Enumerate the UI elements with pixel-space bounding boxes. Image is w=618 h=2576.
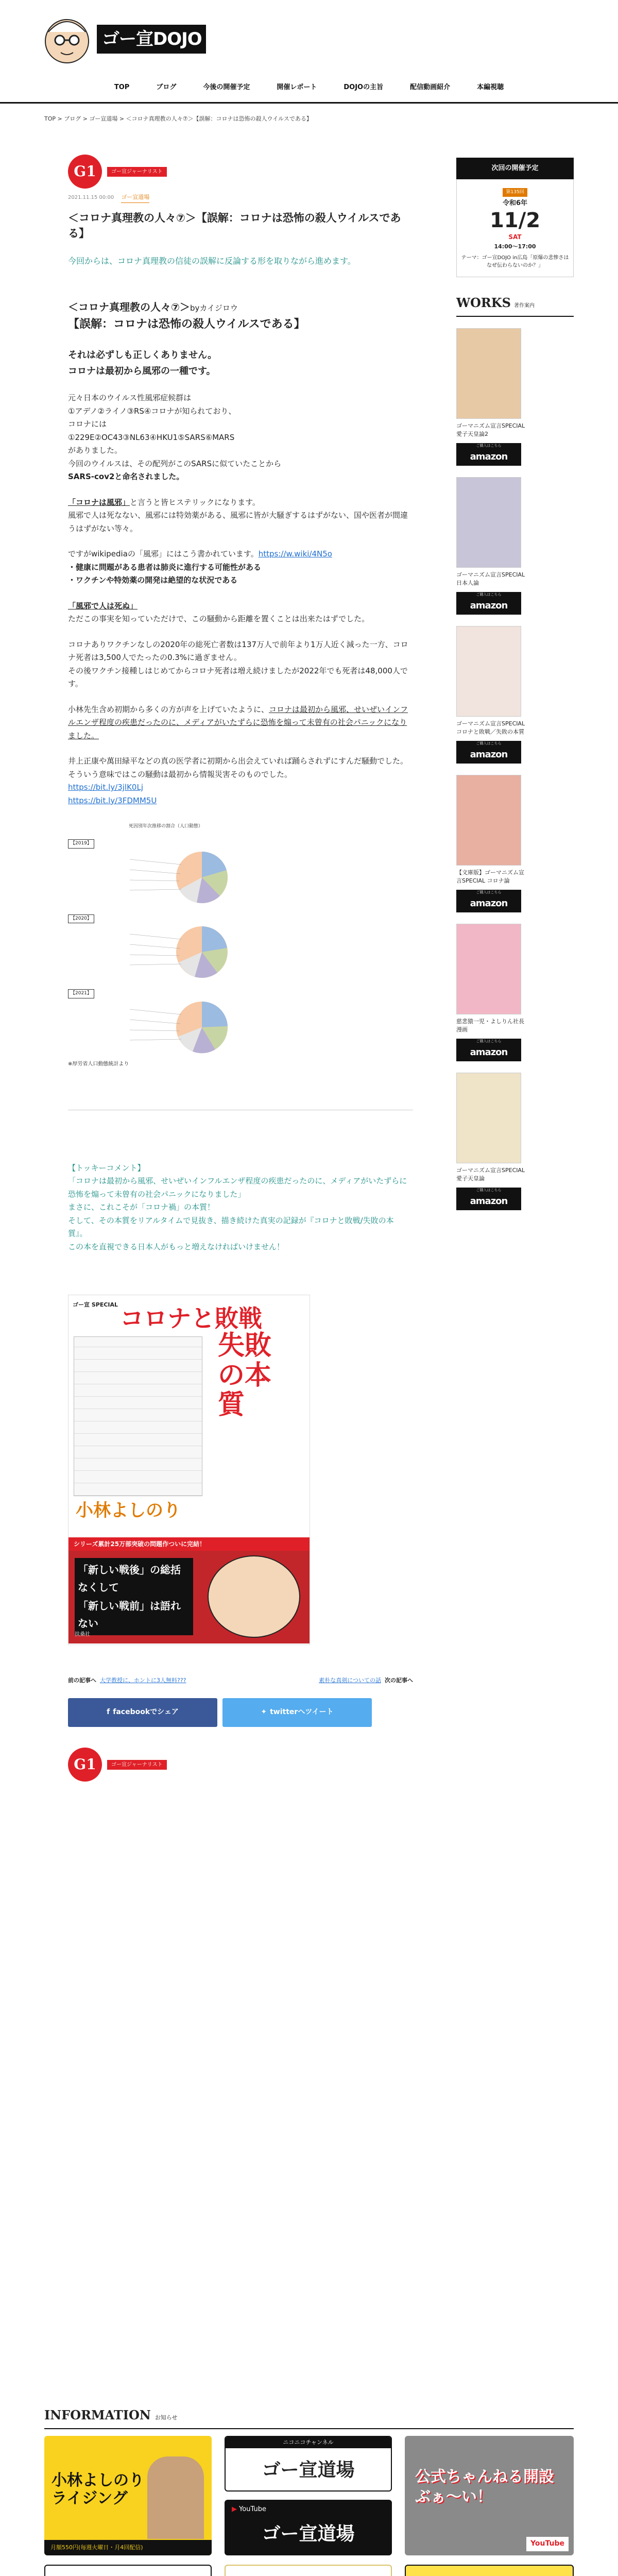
amazon-button[interactable]	[456, 1188, 521, 1210]
p4-rest: ただこの事実を知っていただけで、この騒動から距離を置くことは出来たはずでした。	[68, 614, 370, 624]
next-label: 次の記事へ	[385, 1677, 413, 1684]
banner-official-site[interactable]	[44, 2565, 212, 2576]
next-post-link[interactable]: 素朴な真剣についての話	[319, 1677, 381, 1684]
prev-post-link[interactable]: 大学教授に、ホントに3人無料???	[100, 1677, 186, 1684]
pie-2020	[68, 924, 264, 980]
youtube-sub-label: YouTube	[239, 2505, 267, 2513]
amazon-small: ご購入はこちら	[476, 1039, 502, 1044]
chart-2021	[68, 986, 264, 1056]
schedule-box[interactable]	[456, 179, 574, 277]
author-badge-footer[interactable]: G1	[68, 1748, 102, 1782]
information-section	[44, 2405, 574, 2551]
amazon-small: ご購入はこちら	[476, 890, 502, 895]
p3-bullet: ・健康に問題がある患者は肺炎に進行する可能性がある	[68, 562, 262, 572]
banner-rising-sub: 月額550円(毎週火曜日・月4回配信)	[44, 2540, 212, 2555]
book-cover[interactable]	[456, 477, 521, 568]
book-cover[interactable]	[456, 924, 521, 1014]
heading-line2: 【誤解：コロナは恐怖の殺人ウイルスである】	[68, 317, 305, 331]
amazon-button[interactable]	[456, 1039, 521, 1061]
p2-rest: と言うと皆ヒステリックになります。	[130, 497, 260, 507]
nav-videos[interactable]: 配信動画紹介	[410, 83, 451, 91]
logo-text: ゴー宣DOJO	[102, 29, 202, 49]
chart-title: 死因別年次推移の割合（人口動態）	[128, 824, 203, 829]
paragraph-7	[68, 755, 413, 807]
p2-bold: 「コロナは風邪」	[68, 497, 130, 507]
book-cover[interactable]	[456, 1073, 521, 1163]
banner-official-channel[interactable]	[405, 2436, 574, 2555]
paragraph-3	[68, 548, 413, 587]
schedule-year: 令和6年	[502, 199, 528, 207]
book-cover-image[interactable]	[68, 1295, 310, 1645]
share-buttons	[68, 1698, 413, 1727]
wiki-link[interactable]: https://w.wiki/4N5o	[258, 549, 332, 559]
comment-head: 【トッキーコメント】	[68, 1163, 145, 1173]
heading-line1: ＜コロナ真理教の人々⑦＞	[68, 300, 190, 313]
book-label: ゴーマニズム宣言SPECIAL 愛子天皇論2	[456, 422, 525, 438]
comment-line: まさに、これこそが「コロナ禍」の本質！	[68, 1202, 215, 1212]
banner-youtube-dojo[interactable]	[225, 2500, 392, 2555]
death-cause-chart	[68, 823, 264, 1069]
cover-title2: 失敗の本質	[218, 1330, 272, 1420]
banner-goods-shop[interactable]	[405, 2565, 574, 2576]
info-divider	[44, 2428, 574, 2429]
comment-block	[68, 1162, 413, 1254]
chart-year-label: 【2019】	[68, 839, 94, 848]
book-item	[456, 328, 574, 466]
subheading	[68, 348, 413, 379]
main-nav	[0, 77, 618, 98]
schedule-date: 11/2	[489, 208, 541, 232]
book-cover[interactable]	[456, 626, 521, 717]
cover-banner: シリーズ累計25万部突破の問題作ついに完結！	[68, 1537, 310, 1551]
p1-line: コロナには	[68, 419, 107, 429]
banner-rising-text: 小林よしのりライジング	[52, 2471, 144, 2507]
cover-quote2: 「新しい戦前」は語れない	[75, 1594, 193, 1635]
sidebar	[456, 158, 574, 1210]
p7-text: 井上正康や萬田緑平などの真の医学者に初期から出会えていれば踊らされずにすんだ騒動でした。そういう意味ではこの騒動は最初から情報災害そのものでした。	[68, 756, 408, 779]
post-navigation	[68, 1676, 413, 1686]
schedule-theme: テーマ：ゴー宣DOJO in広島「原爆の悲惨さはなぜ伝わらないのか？」	[461, 255, 569, 268]
amazon-brand: amazon	[470, 1196, 508, 1207]
banner-channel-sub: YouTube	[526, 2537, 569, 2551]
amazon-brand: amazon	[470, 600, 508, 612]
cover-series: ゴー宣 SPECIAL	[73, 1301, 118, 1309]
youtube-icon: ▶	[232, 2505, 237, 2513]
info-heading	[44, 2405, 574, 2426]
book-label: ゴーマニズム宣言SPECIAL 愛子天皇論	[456, 1166, 525, 1182]
site-logo[interactable]	[41, 9, 211, 66]
paragraph-2	[68, 496, 413, 536]
amazon-small: ご購入はこちら	[476, 592, 502, 597]
p6-pre: 小林先生含め初期から多くの方が声を上げていたように、	[68, 704, 269, 714]
book-item	[456, 775, 574, 912]
amazon-brand: amazon	[470, 1047, 508, 1058]
works-divider	[456, 316, 574, 317]
cover-manga-art	[74, 1336, 202, 1496]
banner-nico-text: ゴー宣道場	[262, 2460, 355, 2481]
twitter-share-label: twitterへツイート	[270, 1708, 334, 1717]
cover-quote1: 「新しい戦後」の総括なくして	[75, 1558, 193, 1599]
article-lead: 今回からは、コロナ真理教の信徒の誤解に反論する形を取りながら進めます。	[68, 256, 356, 266]
amazon-brand: amazon	[470, 898, 508, 909]
chart-2019	[68, 836, 264, 906]
book-item	[456, 477, 574, 615]
banner-rising[interactable]	[44, 2436, 212, 2555]
nav-report[interactable]: 開催レポート	[277, 83, 317, 91]
p5-line: その後ワクチン接種しはじめてからコロナ死者は増え続けましたが2022年でも死者は48,000人です。	[68, 666, 408, 689]
article-heading	[68, 299, 413, 333]
twitter-share-button[interactable]	[222, 1698, 372, 1727]
amazon-button[interactable]	[456, 741, 521, 764]
amazon-brand: amazon	[470, 451, 508, 463]
amazon-brand: amazon	[470, 749, 508, 760]
p6-underline: コロナは最初から風邪、せいぜいインフルエンザ程度の疾患だったのに、メディアがいたずらに恐怖を煽って未曾有の社会パニックになりました。	[68, 704, 408, 740]
nav-about[interactable]: DOJOの主旨	[344, 83, 384, 91]
p1-line: ①229E②OC43③NL63④HKU1⑤SARS⑥MARS	[68, 432, 235, 442]
cover-publisher: 扶桑社	[75, 1632, 90, 1638]
works-title: WORKS	[456, 295, 511, 310]
cover-title1: コロナと敗戦	[120, 1304, 262, 1333]
comment-line: そして、その本質をリアルタイムで見抜き、描き続けた真実の記録が『コロナと敗戦/失敗の本質』。	[68, 1215, 394, 1239]
author-tag[interactable]: ゴー宣ジャーナリスト	[107, 167, 167, 177]
p1-line: 元々日本のウイルス性風邪症候群は	[68, 393, 192, 403]
banner-aiko[interactable]	[225, 2565, 392, 2576]
source-link-2[interactable]: https://bit.ly/3FDMM5U	[68, 795, 157, 805]
page-title: ＜コロナ真理教の人々⑦＞【誤解：コロナは恐怖の殺人ウイルスである】	[68, 211, 401, 240]
schedule-time: 14:00〜17:00	[494, 243, 536, 250]
p1-line: ①アデノ②ライノ③RS④コロナが知られており、	[68, 406, 236, 416]
p1-line: がありました。	[68, 446, 123, 455]
p2-line: 風邪で人は死なない、風邪には特効薬がある、風邪に皆が大騒ぎするはずがない、国や医者が間違うはずがない等々。	[68, 511, 408, 533]
amazon-button[interactable]	[456, 592, 521, 615]
info-title: INFORMATION	[44, 2408, 151, 2422]
amazon-button[interactable]	[456, 443, 521, 466]
p5-line: コロナありワクチンなしの2020年の総死亡者数は137万人で前年より1万人近く減った一方、コロナ死者は3,500人でたったの0.3%に過ぎません。	[68, 639, 408, 663]
p4-bold: 「風邪で人は死ぬ」	[68, 601, 138, 611]
banner-youtube-sub	[232, 2504, 266, 2515]
paragraph-5	[68, 638, 413, 691]
p3-bullet: ・ワクチンや特効薬の開発は絶望的な状況である	[68, 575, 238, 585]
facebook-share-button[interactable]	[68, 1698, 217, 1727]
chart-year-label: 【2020】	[68, 914, 94, 923]
post-date: 2021.11.15 00:00	[68, 195, 114, 201]
prev-label: 前の記事へ	[68, 1677, 96, 1684]
book-label: ゴーマニズム宣言SPECIAL 日本人論	[456, 571, 525, 587]
amazon-small: ご購入はこちら	[476, 1188, 502, 1193]
book-item	[456, 1073, 574, 1210]
schedule-heading: 次回の開催予定	[456, 158, 574, 179]
subheading-line2: コロナは最初から風邪の一種です。	[68, 365, 216, 377]
nav-blog[interactable]: ブログ	[156, 83, 177, 91]
paragraph-4	[68, 600, 413, 626]
info-sub: お知らせ	[154, 2414, 178, 2421]
header-divider	[0, 102, 618, 104]
nav-schedule[interactable]: 今後の開催予定	[203, 83, 250, 91]
author-badge[interactable]: G1	[68, 155, 102, 189]
source-link-1[interactable]: https://bit.ly/3jlK0Lj	[68, 783, 143, 792]
banner-nico[interactable]	[225, 2436, 392, 2492]
nav-watch[interactable]: 本編視聴	[477, 83, 504, 91]
p3-pre: ですがwikipediaの「風邪」にはこう書かれています。	[68, 549, 259, 559]
banner-channel-text: 公式ちゃんねる開設ぶぁ〜い！	[415, 2468, 554, 2506]
amazon-small: ご購入はこちら	[476, 444, 502, 448]
schedule-day: SAT	[508, 233, 522, 241]
cover-author: 小林よしのり	[76, 1500, 181, 1521]
article	[68, 155, 413, 1782]
post-category[interactable]: ゴー宣道場	[121, 193, 149, 203]
amazon-button[interactable]	[456, 890, 521, 912]
author-tag-footer[interactable]: ゴー宣ジャーナリスト	[107, 1760, 167, 1770]
p1-line: SARS-cov2と命名されました。	[68, 472, 184, 482]
twitter-icon: ✦	[261, 1708, 267, 1717]
schedule-number: 第135回	[503, 188, 527, 197]
breadcrumb[interactable]: TOP > ブログ > ゴー宣道場 > ＜コロナ真理教の人々⑦＞【誤解：コロナは恐怖の殺人ウイルスである】	[44, 115, 312, 122]
book-label: ゴーマニズム宣言SPECIAL コロナと敗戦／失敗の本質	[456, 720, 525, 736]
book-item	[456, 924, 574, 1061]
chart-note: ※厚労省人口動態統計より	[68, 1061, 129, 1067]
book-cover[interactable]	[456, 775, 521, 866]
banner-nico-sub: ニコニコチャンネル	[226, 2437, 391, 2448]
comment-line: この本を直視できる日本人がもっと増えなければいけません！	[68, 1242, 285, 1251]
chart-year-label: 【2021】	[68, 989, 94, 998]
book-cover[interactable]	[456, 328, 521, 419]
amazon-small: ご購入はこちら	[476, 741, 502, 746]
works-heading	[456, 293, 574, 314]
book-label: 【文庫版】ゴーマニズム宣言SPECIAL コロナ論	[456, 869, 524, 885]
banner-youtube-text: ゴー宣道場	[262, 2523, 355, 2545]
p1-line: 今回のウイルスは、その配列がこのSARSに似ていたことから	[68, 459, 282, 468]
facebook-icon: f	[107, 1708, 110, 1717]
book-label: 慈悲猿一児・よしりん社長漫画	[456, 1018, 524, 1033]
works-sub: 著作案内	[514, 302, 535, 309]
book-item	[456, 626, 574, 764]
chart-2020	[68, 911, 264, 981]
paragraph-6	[68, 703, 413, 743]
pie-2019	[68, 849, 264, 906]
facebook-share-label: facebookでシェア	[113, 1708, 179, 1717]
nav-top[interactable]: TOP	[114, 83, 130, 91]
comment-line: 「コロナは最初から風邪、せいぜいインフルエンザ程度の疾患だったのに、メディアがいたずらに恐怖を煽って未曾有の社会パニックになりました」	[68, 1176, 407, 1199]
subheading-line1: それは必ずしも正しくありません。	[68, 349, 217, 361]
site-header	[0, 0, 618, 75]
paragraph-1	[68, 392, 413, 484]
pie-2021	[68, 999, 264, 1056]
heading-byline: byカイジロウ	[190, 303, 238, 313]
